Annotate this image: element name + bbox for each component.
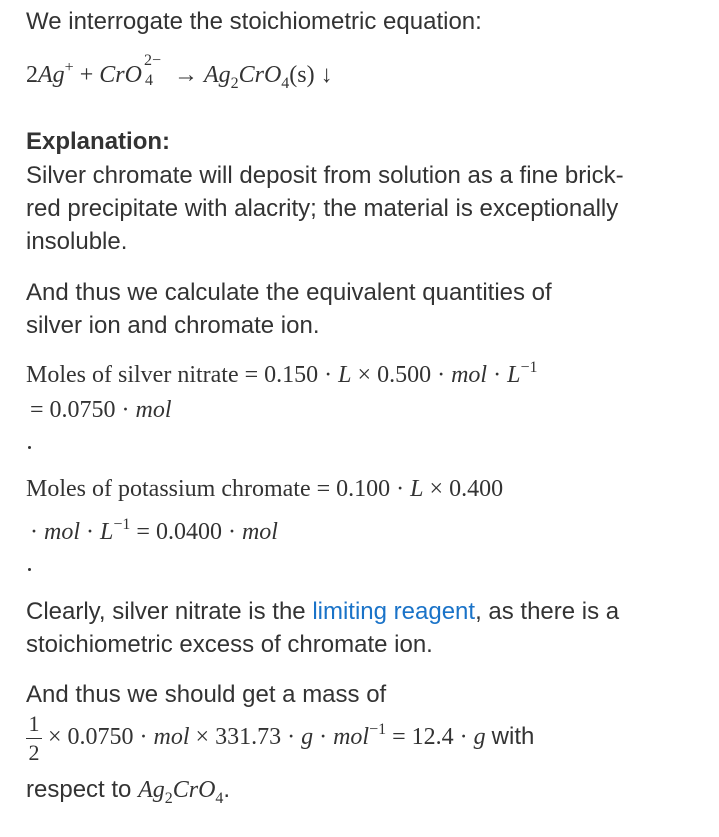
limiting-before: Clearly, silver nitrate is the (26, 598, 313, 625)
silver-nitrate-eq2: = (30, 397, 44, 423)
eq-arrow: → (173, 62, 198, 88)
mass-frac-den: 2 (28, 740, 40, 765)
mass-calc-line: $\frac{1}{2}$ × 0.0750 · mol × 331.73 · g · mol$^{-1}$ = 12.4 · g with (26, 712, 534, 765)
potassium-chromate-result: 0.0400 (155, 519, 222, 545)
limiting-after: , as there is a (475, 598, 620, 625)
mass-result-unit: g (473, 724, 486, 751)
silver-nitrate-label: Moles of silver nitrate (26, 362, 239, 388)
eq-chromate-sub: 4 (144, 72, 153, 89)
potassium-chromate-unit-mol: mol (44, 519, 80, 545)
potassium-chromate-result-unit: mol (241, 519, 278, 545)
limiting-reagent-link[interactable]: limiting reagent (312, 598, 476, 625)
eq-ag-charge: + (64, 59, 74, 76)
explanation-line-2: red precipitate with alacrity; the material is exceptionally (26, 195, 619, 222)
silver-nitrate-unit-L2: L (507, 362, 521, 388)
eq-chromate: CrO (99, 62, 142, 88)
explanation-heading: Explanation: (26, 128, 171, 155)
silver-nitrate-result: 0.0750 (49, 397, 116, 423)
eq-product-ag-sub: 2 (230, 75, 239, 92)
mass-result: 12.4 (411, 724, 454, 751)
separator-dot-1 (28, 446, 31, 449)
silver-nitrate-unit-mol: mol (451, 362, 488, 388)
mass-unit-mol: mol (153, 724, 190, 751)
potassium-chromate-volume: 0.100 (336, 476, 391, 502)
silver-nitrate-volume: 0.150 (264, 362, 319, 388)
eq-plus: + (79, 62, 94, 88)
separator-dot-2 (28, 568, 31, 571)
mass-unit-g: g (301, 724, 314, 751)
limiting-line-2: stoichiometric excess of chromate ion. (26, 631, 433, 658)
potassium-chromate-label: Moles of potassium chromate (26, 476, 311, 502)
silver-nitrate-exp: −1 (520, 359, 538, 376)
potassium-chromate-calc-line-1: Moles of potassium chromate = 0.100 · L × 0.400 (26, 476, 504, 502)
calc-intro-line-2: silver ion and chromate ion. (26, 312, 320, 339)
mass-exp: −1 (369, 721, 387, 739)
potassium-chromate-exp: −1 (113, 516, 131, 533)
mass-formula-ag: Ag (138, 777, 165, 803)
mass-with: with (491, 723, 535, 751)
potassium-chromate-eq2: = (136, 519, 150, 545)
mass-formula-cr-sub: 4 (215, 790, 224, 807)
potassium-chromate-unit-L: L (410, 476, 424, 502)
limiting-line-1 (26, 598, 619, 626)
calc-intro-line-1: And thus we calculate the equivalent quantities of (26, 279, 552, 306)
mass-respect-to: respect to (26, 776, 132, 803)
mass-period: . (223, 776, 231, 803)
silver-nitrate-result-unit: mol (135, 397, 172, 423)
potassium-chromate-concentration: 0.400 (449, 476, 504, 502)
eq-product-ag: Ag (203, 62, 231, 88)
mass-moles: 0.0750 (67, 724, 134, 751)
eq-state: (s) (289, 62, 315, 88)
silver-nitrate-calc-line-2: = 0.0750 · mol (30, 397, 172, 423)
silver-nitrate-unit-L: L (338, 362, 352, 388)
eq-chromate-charge: 2− (143, 52, 161, 69)
potassium-chromate-unit-L2: L (100, 519, 114, 545)
mass-respect-line (26, 776, 231, 807)
stoichiometric-equation (26, 52, 333, 92)
mass-formula-cr: CrO (172, 777, 216, 803)
silver-nitrate-concentration: 0.500 (377, 362, 432, 388)
mass-frac-num: 1 (28, 711, 40, 736)
explanation-line-3: insoluble. (26, 228, 128, 255)
mass-intro: And thus we should get a mass of (26, 681, 387, 708)
potassium-chromate-eq: = (316, 476, 331, 502)
mass-molar-mass: 331.73 (215, 724, 282, 751)
eq-down-arrow: ↓ (320, 62, 333, 88)
eq-coef: 2 (26, 62, 38, 88)
mass-fraction (26, 712, 42, 765)
eq-chromate-scripts (142, 52, 162, 89)
explanation-line-1: Silver chromate will deposit from solution as a fine brick- (26, 162, 624, 189)
intro-text: We interrogate the stoichiometric equation: (26, 8, 482, 35)
eq-product-cr: CrO (238, 62, 282, 88)
mass-frac-bar (26, 738, 42, 739)
eq-product-cr-sub: 4 (281, 75, 290, 92)
silver-nitrate-calc-line-1: Moles of silver nitrate = 0.150 · L × 0.500 · mol · $L^{-1}$ (26, 359, 538, 388)
potassium-chromate-calc-line-2: · mol · $L^{-1} = 0.0400$ · mol (30, 516, 278, 545)
eq-ag: Ag (38, 62, 65, 88)
mass-formula-ag-sub: 2 (164, 790, 173, 807)
mass-unit-mol2: mol (333, 724, 370, 751)
silver-nitrate-eq: = (244, 362, 259, 388)
